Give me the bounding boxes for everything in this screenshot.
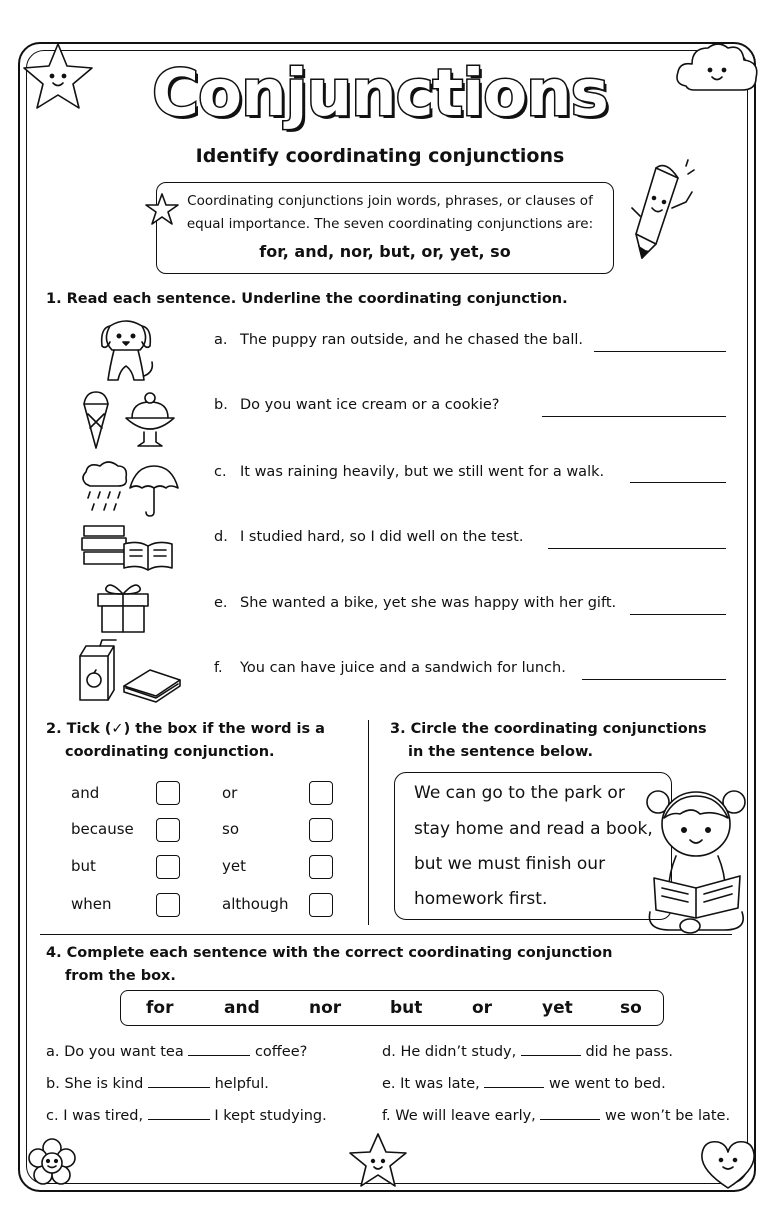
tick-word: when <box>71 895 112 913</box>
checkbox[interactable] <box>156 818 180 842</box>
item-letter: d. <box>382 1044 396 1060</box>
answer-blank[interactable] <box>148 1075 210 1088</box>
item-after: helpful. <box>214 1076 269 1092</box>
page-subtitle: Identify coordinating conjunctions <box>195 145 565 167</box>
checkbox[interactable] <box>156 855 180 879</box>
q3-heading: 3. Circle the coordinating conjunctions <box>390 721 707 737</box>
q4-item-c <box>46 1107 327 1124</box>
conjunction-list: for, and, nor, but, or, yet, so <box>259 242 511 261</box>
answer-blank[interactable] <box>188 1043 250 1056</box>
tick-word: although <box>222 895 289 913</box>
q4-item-d <box>382 1043 673 1060</box>
q2-heading-2: coordinating conjunction. <box>65 744 275 760</box>
star-face-bottom-icon <box>346 1130 410 1190</box>
item-letter: d. <box>214 529 228 545</box>
word-bank-word: or <box>472 998 493 1018</box>
answer-line[interactable] <box>594 351 726 352</box>
item-after: coffee? <box>254 1044 308 1060</box>
word-bank-word: yet <box>542 998 573 1018</box>
checkbox[interactable] <box>156 781 180 805</box>
q4-item-a <box>46 1043 307 1060</box>
q4-heading-2: from the box. <box>65 968 176 984</box>
item-after: we went to bed. <box>548 1076 666 1092</box>
answer-blank[interactable] <box>148 1107 210 1120</box>
pencil-character-icon <box>626 158 702 268</box>
item-text: Do you want ice cream or a cookie? <box>240 397 500 413</box>
section-divider <box>368 720 369 925</box>
item-letter: b. <box>214 397 228 413</box>
q4-item-e <box>382 1075 666 1092</box>
item-letter: c. <box>214 464 227 480</box>
checkbox[interactable] <box>309 893 333 917</box>
sentence-line[interactable]: homework first. <box>414 889 548 909</box>
word-bank-word: so <box>620 998 642 1018</box>
item-letter: e. <box>214 595 228 611</box>
q4-item-b <box>46 1075 269 1092</box>
tick-word: because <box>71 820 134 838</box>
answer-blank[interactable] <box>521 1043 581 1056</box>
section-divider <box>40 934 732 935</box>
item-letter: f. <box>214 660 223 676</box>
item-text: It was raining heavily, but we still went for a walk. <box>240 464 605 480</box>
item-after: did he pass. <box>585 1044 674 1060</box>
item-letter: f. <box>382 1108 391 1124</box>
item-before: He didn’t study, <box>400 1044 517 1060</box>
tick-word: so <box>222 820 239 838</box>
checkbox[interactable] <box>156 893 180 917</box>
q1-item-a <box>214 332 583 348</box>
page-title: Conjunctions <box>152 57 608 131</box>
item-text: You can have juice and a sandwich for lunch. <box>240 660 566 676</box>
q1-item-c <box>214 464 604 480</box>
tick-word: or <box>222 784 238 802</box>
sentence-line[interactable]: stay home and read a book, <box>414 819 653 839</box>
tick-word: but <box>71 857 96 875</box>
q1-item-d <box>214 529 523 545</box>
item-letter: a. <box>214 332 228 348</box>
tick-word: and <box>71 784 100 802</box>
item-before: She is kind <box>64 1076 144 1092</box>
answer-line[interactable] <box>630 614 726 615</box>
item-text: I studied hard, so I did well on the test. <box>240 529 524 545</box>
item-letter: e. <box>382 1076 396 1092</box>
q4-heading: 4. Complete each sentence with the correct coordinating conjunction <box>46 945 613 961</box>
q1-heading: 1. Read each sentence. Underline the coordinating conjunction. <box>46 291 568 307</box>
item-text: The puppy ran outside, and he chased the ball. <box>240 332 583 348</box>
word-bank-word: nor <box>309 998 342 1018</box>
tick-word: yet <box>222 857 246 875</box>
ice-cream-icon <box>80 388 180 452</box>
answer-line[interactable] <box>542 416 726 417</box>
rain-umbrella-icon <box>80 458 180 518</box>
heart-face-icon <box>696 1136 760 1192</box>
item-before: I was tired, <box>63 1108 144 1124</box>
star-face-icon <box>20 40 96 112</box>
item-before: We will leave early, <box>395 1108 536 1124</box>
item-before: It was late, <box>400 1076 480 1092</box>
item-letter: a. <box>46 1044 60 1060</box>
answer-line[interactable] <box>630 482 726 483</box>
cloud-face-icon <box>672 36 764 102</box>
item-letter: b. <box>46 1076 60 1092</box>
answer-blank[interactable] <box>540 1107 600 1120</box>
info-text: Coordinating conjunctions join words, phrases, or clauses of equal importance. The seven coordinating conjunctions are: <box>186 193 594 232</box>
q1-item-b <box>214 397 500 413</box>
word-bank-word: and <box>224 998 260 1018</box>
girl-reading-icon <box>644 784 748 938</box>
sentence-line[interactable]: but we must finish our <box>414 854 606 874</box>
q1-item-e <box>214 595 616 611</box>
q3-heading-2: in the sentence below. <box>408 744 593 760</box>
answer-line[interactable] <box>582 679 726 680</box>
checkbox[interactable] <box>309 781 333 805</box>
item-after: I kept studying. <box>214 1108 327 1124</box>
item-text: She wanted a bike, yet she was happy with her gift. <box>240 595 617 611</box>
gift-icon <box>94 578 152 634</box>
item-before: Do you want tea <box>64 1044 184 1060</box>
item-letter: c. <box>46 1108 59 1124</box>
checkbox[interactable] <box>309 855 333 879</box>
word-bank-word: for <box>146 998 174 1018</box>
sentence-line[interactable]: We can go to the park or <box>414 783 625 803</box>
q1-item-f <box>214 660 566 676</box>
puppy-icon <box>96 316 156 386</box>
juice-sandwich-icon <box>76 640 186 704</box>
word-bank-word: but <box>390 998 423 1018</box>
books-icon <box>80 522 180 572</box>
answer-blank[interactable] <box>484 1075 544 1088</box>
q4-item-f <box>382 1107 730 1124</box>
answer-line[interactable] <box>548 548 726 549</box>
item-after: we won’t be late. <box>605 1108 731 1124</box>
flower-face-icon <box>26 1136 78 1188</box>
q2-heading: 2. Tick (✓) the box if the word is a <box>46 721 325 737</box>
checkbox[interactable] <box>309 818 333 842</box>
